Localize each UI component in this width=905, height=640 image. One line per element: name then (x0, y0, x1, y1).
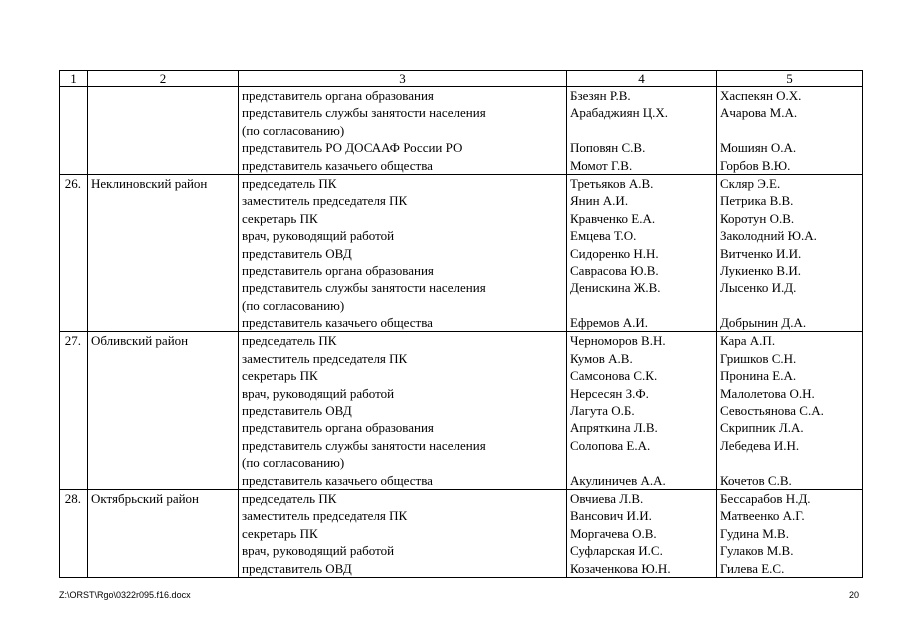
member-cell (567, 174, 717, 332)
role-line: заместитель председателя ПК (242, 350, 408, 366)
reserve-cell (717, 332, 863, 490)
table-body (60, 87, 863, 578)
member-name: Кумов А.В. (570, 350, 633, 366)
reserve-name: Гришков С.Н. (720, 350, 797, 366)
header-cell: 3 (239, 71, 567, 87)
reserve-name (720, 122, 859, 139)
reserve-cell (717, 87, 863, 175)
role-line: представитель органа образования (242, 262, 434, 278)
reserve-name: Кочетов С.В. (720, 472, 792, 488)
member-name: Вансович И.И. (570, 508, 652, 524)
role-line: секретарь ПК (242, 368, 318, 384)
role-line: (по согласованию) (242, 122, 345, 138)
member-name: Третьяков А.В. (570, 175, 654, 191)
member-name: Нерсесян З.Ф. (570, 385, 649, 401)
header-cell: 5 (717, 71, 863, 87)
role-line: представитель ОВД (242, 245, 352, 261)
role-line: председатель ПК (242, 490, 337, 506)
member-name (570, 122, 713, 139)
reserve-name: Лысенко И.Д. (720, 280, 797, 296)
role-cell (239, 174, 567, 332)
role-line: секретарь ПК (242, 525, 318, 541)
reserve-name (720, 454, 859, 471)
member-name: Овчиева Л.В. (570, 490, 644, 506)
member-cell (567, 87, 717, 175)
reserve-name: Мошиян О.А. (720, 140, 797, 156)
member-name: Саврасова Ю.В. (570, 262, 659, 278)
role-line: врач, руководящий работой (242, 543, 395, 559)
reserve-name: Лебедева И.Н. (720, 437, 800, 453)
reserve-name (720, 297, 859, 314)
reserve-cell (717, 489, 863, 577)
role-line: заместитель председателя ПК (242, 508, 408, 524)
table-row (60, 174, 863, 332)
member-name: Акулиничев А.А. (570, 472, 666, 488)
member-name: Солопова Е.А. (570, 437, 651, 453)
member-name: Денискина Ж.В. (570, 280, 661, 296)
reserve-name: Скляр Э.Е. (720, 175, 781, 191)
member-name (570, 454, 713, 471)
member-name (570, 297, 713, 314)
member-name: Моргачева О.В. (570, 525, 657, 541)
district-cell: Неклиновский район (88, 174, 239, 332)
member-name: Козаченкова Ю.Н. (570, 560, 671, 576)
role-line: представитель РО ДОСААФ России РО (242, 140, 463, 156)
reserve-cell (717, 174, 863, 332)
role-line: представитель службы занятости населения (242, 280, 486, 296)
district-cell: Обливский район (88, 332, 239, 490)
member-name: Поповян С.В. (570, 140, 646, 156)
member-name: Сидоренко Н.Н. (570, 245, 659, 261)
reserve-name: Гилева Е.С. (720, 560, 785, 576)
member-name: Ефремов А.И. (570, 315, 649, 331)
footer-file-path: Z:\ORST\Rgo\0322r095.f16.docx (59, 590, 191, 600)
role-line: представитель казачьего общества (242, 157, 433, 173)
reserve-name: Горбов В.Ю. (720, 157, 791, 173)
role-line: представитель органа образования (242, 420, 434, 436)
row-number-cell: 28. (60, 489, 88, 577)
header-cell: 2 (88, 71, 239, 87)
row-number-cell: 26. (60, 174, 88, 332)
member-name: Кравченко Е.А. (570, 210, 656, 226)
role-line: (по согласованию) (242, 455, 345, 471)
reserve-name: Ачарова М.А. (720, 105, 798, 121)
role-line: представитель службы занятости населения (242, 437, 486, 453)
role-line: представитель казачьего общества (242, 472, 433, 488)
table-row (60, 489, 863, 577)
role-line: заместитель председателя ПК (242, 193, 408, 209)
reserve-name: Хаспекян О.Х. (720, 88, 802, 103)
member-name: Черноморов В.Н. (570, 333, 666, 349)
reserve-name: Добрынин Д.А. (720, 315, 807, 331)
role-line: представитель органа образования (242, 88, 434, 103)
role-line: председатель ПК (242, 175, 337, 191)
member-cell (567, 489, 717, 577)
reserve-name: Гудина М.В. (720, 525, 789, 541)
role-cell (239, 87, 567, 175)
table-row (60, 87, 863, 175)
reserve-name: Витченко И.И. (720, 245, 802, 261)
role-line: представитель службы занятости населения (242, 105, 486, 121)
member-name: Емцева Т.О. (570, 228, 637, 244)
member-name: Лагута О.Б. (570, 403, 635, 419)
district-cell (88, 87, 239, 175)
footer-page-number: 20 (848, 590, 859, 600)
member-name: Арабаджиян Ц.Х. (570, 105, 669, 121)
role-line: представитель казачьего общества (242, 315, 433, 331)
role-line: секретарь ПК (242, 210, 318, 226)
reserve-name: Пронина Е.А. (720, 368, 797, 384)
member-name: Самсонова С.К. (570, 368, 658, 384)
role-line: представитель ОВД (242, 560, 352, 576)
reserve-name: Бессарабов Н.Д. (720, 490, 811, 506)
table-row (60, 332, 863, 490)
role-line: представитель ОВД (242, 403, 352, 419)
reserve-name: Лукиенко В.И. (720, 262, 801, 278)
reserve-name: Скрипник Л.А. (720, 420, 804, 436)
role-line: председатель ПК (242, 333, 337, 349)
member-name: Янин А.И. (570, 193, 629, 209)
commission-table (59, 70, 863, 578)
reserve-name: Гулаков М.В. (720, 543, 794, 559)
reserve-name: Севостьянова С.А. (720, 403, 824, 419)
reserve-name: Матвеенко А.Г. (720, 508, 805, 524)
header-cell: 4 (567, 71, 717, 87)
role-line: врач, руководящий работой (242, 228, 395, 244)
district-cell: Октябрьский район (88, 489, 239, 577)
member-name: Момот Г.В. (570, 157, 633, 173)
row-number-cell (60, 87, 88, 175)
role-line: (по согласованию) (242, 297, 345, 313)
header-cell: 1 (60, 71, 88, 87)
reserve-name: Петрика В.В. (720, 193, 794, 209)
member-cell (567, 332, 717, 490)
table-header-row (60, 71, 863, 87)
member-name: Суфларская И.С. (570, 543, 663, 559)
reserve-name: Коротун О.В. (720, 210, 795, 226)
reserve-name: Заколодний Ю.А. (720, 228, 817, 244)
role-cell (239, 489, 567, 577)
member-name: Бзезян Р.В. (570, 88, 631, 103)
reserve-name: Малолетова О.Н. (720, 385, 815, 401)
role-line: врач, руководящий работой (242, 385, 395, 401)
member-name: Апряткина Л.В. (570, 420, 658, 436)
role-cell (239, 332, 567, 490)
reserve-name: Кара А.П. (720, 333, 776, 349)
row-number-cell: 27. (60, 332, 88, 490)
